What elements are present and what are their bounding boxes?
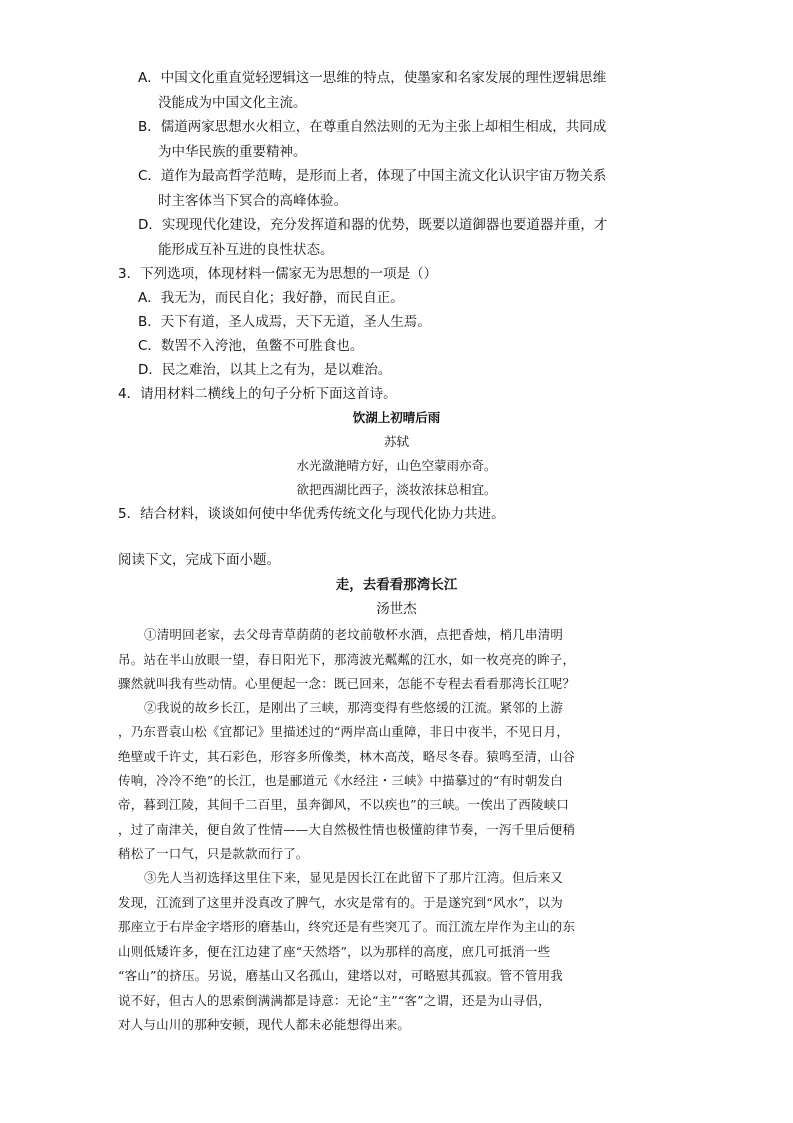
q2-option-b-line1: B．儒道两家思想水火相立，在尊重自然法则的无为主张上却相生相成，共同成 xyxy=(138,119,607,135)
poem-line-2: 欲把西湖比西子，淡妆浓抹总相宜。 xyxy=(296,482,497,497)
passage-line: 那座立于右岸金字塔形的磨基山，终究还是有些突兀了。而江流左岸作为主山的东 xyxy=(118,919,576,934)
passage-line: 帝，暮到江陵，其间千二百里，虽奔御风，不以疾也”的三峡。一俟出了西陵峡口 xyxy=(118,797,570,812)
passage-line: 山则低矮许多，便在江边建了座“天然塔”，以为那样的高度，庶几可抵消一些 xyxy=(118,944,551,959)
passage-line: ③先人当初选择这里住下来，显见是因长江在此留下了那片江湾。但后来又 xyxy=(144,870,564,885)
passage-line: 绝壁或千许丈，其石彩色，形容多所像类，林木高茂，略尽冬春。猿鸣至清，山谷 xyxy=(118,749,576,764)
q2-option-d-line1: D．实现现代化建设，充分发挥道和器的优势，既要以道御器也要道器并重，才 xyxy=(138,217,608,233)
q3-stem: 3．下列选项，体现材料一儒家无为思想的一项是（） xyxy=(118,266,438,282)
passage-line: 传响，冷冷不绝”的长江，也是郦道元《水经注・三峡》中描摹过的“有时朝发白 xyxy=(118,773,563,788)
passage-title: 走，去看看那湾长江 xyxy=(335,577,458,593)
q2-option-a-line1: A．中国文化重直觉轻逻辑这一思维的特点，使墨家和名家发展的理性逻辑思维 xyxy=(138,70,607,86)
passage-line: 发现，江流到了这里并没真改了脾气，水灾是常有的。于是遂究到“风水”，以为 xyxy=(118,895,563,910)
q3-option-c: C．数罟不入洿池，鱼鳖不可胜食也。 xyxy=(138,338,364,354)
q2-option-c-line1: C．道作为最高哲学范畴，是形而上者，体现了中国主流文化认识宇宙万物关系 xyxy=(138,168,607,184)
q2-option-b-line2: 为中华民族的重要精神。 xyxy=(158,144,307,160)
passage-line: ，乃东晋袁山松《宜都记》里描述过的“两岸高山重障，非日中夜半，不见日月， xyxy=(118,724,570,739)
q3-option-b: B．天下有道，圣人成焉，天下无道，圣人生焉。 xyxy=(138,314,431,330)
q2-option-d-line2: 能形成互补互进的良性状态。 xyxy=(158,242,334,258)
passage-author: 汤世杰 xyxy=(376,601,417,617)
q3-option-d: D．民之难治，以其上之有为，是以难治。 xyxy=(138,362,392,378)
passage-line: ②我说的故乡长江，是刚出了三峡，那湾变得有些悠缓的江流。紧邻的上游 xyxy=(144,700,564,715)
passage-line: 说不好，但古人的思索倒满满都是诗意：无论“主”“客”之谓，还是为山寻侣， xyxy=(118,993,551,1008)
q2-option-c-line2: 时主客体当下冥合的高峰体验。 xyxy=(158,193,347,209)
passage-line: “客山”的挤压。另说，磨基山又名孤山，建塔以对，可略慰其孤寂。管不管用我 xyxy=(118,968,563,983)
poem-title: 饮湖上初晴后雨 xyxy=(352,410,441,425)
passage-line: 对人与山川的那种安顿，现代人都未必能想得出来。 xyxy=(118,1017,411,1032)
passage-line: 稍松了一口气，只是款款而行了。 xyxy=(118,846,309,861)
reading-instruction: 阅读下文，完成下面小题。 xyxy=(118,552,280,568)
passage-line: 吊。站在半山放眼一望，春日阳光下，那湾波光粼粼的江水，如一枚亮亮的眸子， xyxy=(118,652,576,667)
poem-line-1: 水光潋滟晴方好，山色空蒙雨亦奇。 xyxy=(296,458,497,473)
passage-line: 骤然就叫我有些动情。心里便起一念：既已回来，怎能不专程去看看那湾长江呢？ xyxy=(118,676,576,691)
q4-stem: 4．请用材料二横线上的句子分析下面这首诗。 xyxy=(118,386,397,402)
q5-stem: 5．结合材料，谈谈如何使中华优秀传统文化与现代化协力共进。 xyxy=(118,506,505,522)
q3-option-a: A．我无为，而民自化；我好静，而民自正。 xyxy=(138,290,404,306)
passage-line: ①清明回老家，去父母青草荫荫的老坟前敬杯水酒，点把香烛，梢几串清明 xyxy=(144,627,564,642)
passage-line: ，过了南津关，便自敛了性情——大自然极性情也极懂韵律节奏，一泻千里后便稍 xyxy=(118,822,576,837)
poem-author: 苏轼 xyxy=(383,434,409,449)
q2-option-a-line2: 没能成为中国文化主流。 xyxy=(158,95,307,111)
